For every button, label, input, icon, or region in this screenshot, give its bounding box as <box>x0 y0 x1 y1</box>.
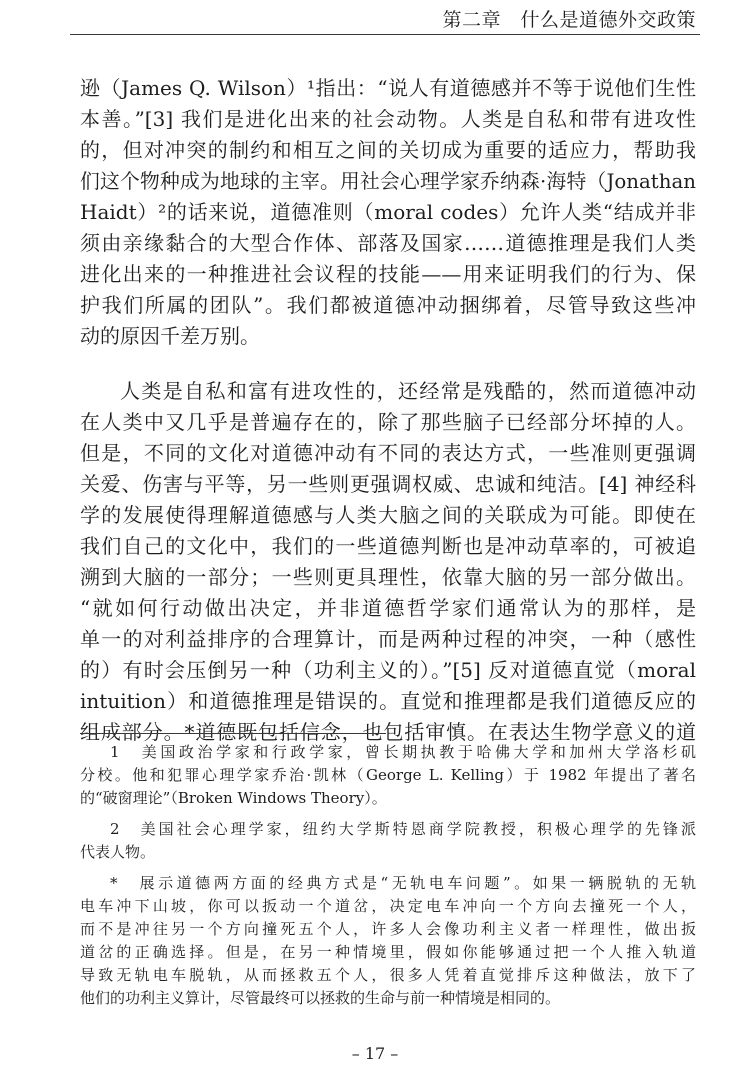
footnote-line: 电车冲下山坡，你可以扳动一个道岔，决定电车冲向一个方向去撞死一个人， <box>80 897 696 915</box>
body-line: 学的发展使得理解道德感与人类大脑之间的关联成为可能。即使在 <box>80 503 696 527</box>
footnote-line: 2 美国社会心理学家，纽约大学斯特恩商学院教授，积极心理学的先锋派 <box>110 820 696 838</box>
body-line: intuition）和道德推理是错误的。直觉和推理都是我们道德反应的 <box>80 689 696 713</box>
body-line: 关爱、伤害与平等，另一些则更强调权威、忠诚和纯洁。[4] 神经科 <box>80 472 696 496</box>
body-line: 的）有时会压倒另一种（功利主义的）。”[5] 反对道德直觉（moral <box>80 658 696 682</box>
body-line: 们这个物种成为地球的主宰。用社会心理学家乔纳森·海特（Jonathan <box>80 170 696 193</box>
footnote-line: 1 美国政治学家和行政学家，曾长期执教于哈佛大学和加州大学洛杉矶 <box>110 743 696 761</box>
page-number: – 17 – <box>351 1044 399 1063</box>
footnote <box>80 741 696 810</box>
footnote-line: 分校。他和犯罪心理学家乔治·凯林（George L. Kelling）于 1982 年提出了著名 <box>80 766 696 784</box>
footnote <box>80 872 696 1010</box>
footnote-line: 他们的功利主义算计，尽管最终可以拯救的生命与前一种情境是相同的。 <box>80 989 561 1007</box>
body-line: 单一的对利益排序的合理算计，而是两种过程的冲突，一种（感性 <box>80 627 696 651</box>
body-line: 护我们所属的团队”。我们都被道德冲动捆绑着，尽管导致这些冲 <box>80 293 696 317</box>
body-line: 的，但对冲突的制约和相互之间的关切成为重要的适应力，帮助我 <box>80 138 696 162</box>
footnote-line: 代表人物。 <box>80 843 156 861</box>
body-line: 人类是自私和富有进攻性的，还经常是残酷的，然而道德冲动 <box>120 379 696 403</box>
chapter-title: 第二章 什么是道德外交政策 <box>442 9 696 31</box>
body-line: 须由亲缘黏合的大型合作体、部落及国家……道德推理是我们人类 <box>80 231 696 255</box>
footnote <box>80 818 696 864</box>
footnote-rule <box>80 733 386 734</box>
body-line: 在人类中又几乎是普遍存在的，除了那些脑子已经部分坏掉的人。 <box>80 410 696 434</box>
footnote-line: * 展示道德两方面的经典方式是“无轨电车问题”。如果一辆脱轨的无轨 <box>110 874 696 892</box>
footnote-line: 的“破窗理论”（Broken Windows Theory）。 <box>80 789 387 807</box>
body-line: “就如何行动做出决定，并非道德哲学家们通常认为的那样，是 <box>80 596 696 620</box>
footnote-gap <box>80 864 696 872</box>
body-line: 本善。”[3] 我们是进化出来的社会动物。人类是自私和带有进攻性 <box>80 107 696 131</box>
paragraph-gap <box>80 352 696 376</box>
running-head <box>70 0 700 35</box>
body-line: 动的原因千差万别。 <box>80 324 260 348</box>
body-line: 我们自己的文化中，我们的一些道德判断也是冲动草率的，可被追 <box>80 534 696 558</box>
footnote-line: 导致无轨电车脱轨，从而拯救五个人，很多人凭着直觉排斥这种做法，放下了 <box>80 966 696 984</box>
body-line: 溯到大脑的一部分；一些则更具理性，依靠大脑的另一部分做出。 <box>80 565 696 589</box>
footnotes <box>80 741 696 1010</box>
body-line: 但是，不同的文化对道德冲动有不同的表达方式，一些准则更强调 <box>80 441 696 465</box>
footnote-line: 而不是冲往另一个方向撞死五个人，许多人会像功利主义者一样理性，做出扳 <box>80 920 696 938</box>
body-text <box>80 73 696 748</box>
body-line: 组成部分。*道德既包括信念，也包括审慎。在表达生物学意义的道 <box>80 720 696 744</box>
body-line: 进化出来的一种推进社会议程的技能——用来证明我们的行为、保 <box>80 262 696 286</box>
body-line: 逊（James Q. Wilson）¹指出：“说人有道德感并不等于说他们生性 <box>80 76 696 100</box>
body-line: Haidt）²的话来说，道德准则（moral codes）允许人类“结成并非 <box>80 200 696 224</box>
footnote-line: 道岔的正确选择。但是，在另一种情境里，假如你能够通过把一个人推入轨道 <box>80 943 696 961</box>
footnote-gap <box>80 810 696 818</box>
